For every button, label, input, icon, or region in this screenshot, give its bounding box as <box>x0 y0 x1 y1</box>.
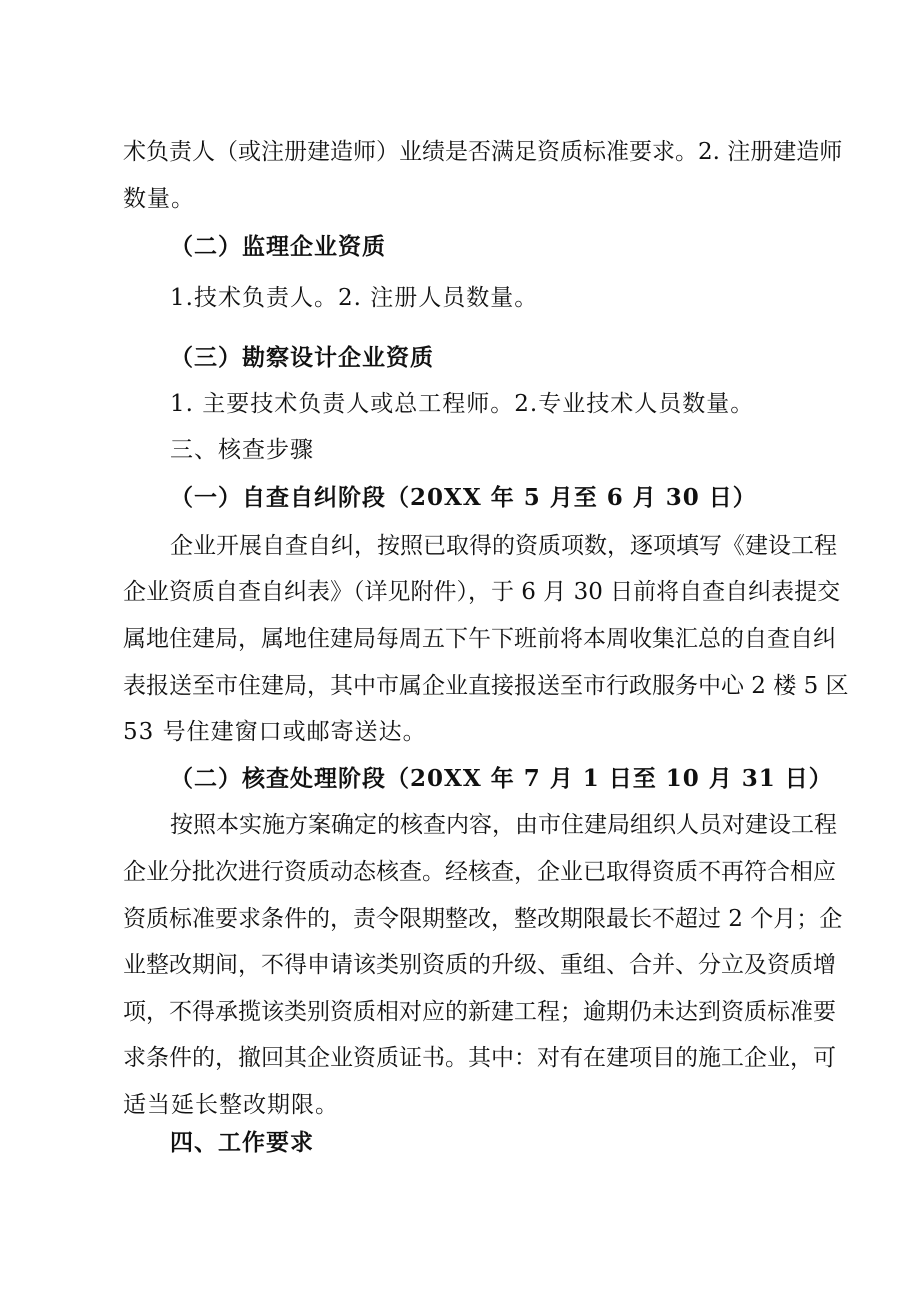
body-text-line: 求条件的，撤回其企业资质证书。其中：对有在建项目的施工企业，可 <box>123 1045 836 1071</box>
body-text-line: 项，不得承揽该类别资质相对应的新建工程；逾期仍未达到资质标准要 <box>123 999 836 1025</box>
section-heading-self-check: （一）自查自纠阶段（20XX 年 5 月至 6 月 30 日） <box>170 484 757 511</box>
body-text-line: 企业分批次进行资质动态核查。经核查，企业已取得资质不再符合相应 <box>123 859 836 885</box>
body-text-line: 资质标准要求条件的，责令限期整改，整改期限最长不超过 2 个月；企 <box>123 906 843 932</box>
body-text-line: 53 号住建窗口或邮寄送达。 <box>123 719 427 745</box>
section-heading-supervision: （二）监理企业资质 <box>170 233 386 260</box>
body-text-line: 按照本实施方案确定的核查内容，由市住建局组织人员对建设工程 <box>170 812 837 838</box>
section-heading-survey-design: （三）勘察设计企业资质 <box>170 344 434 371</box>
body-text-line: 属地住建局，属地住建局每周五下午下班前将本周收集汇总的自查自纠 <box>123 626 836 652</box>
body-text-line: 1. 主要技术负责人或总工程师。2.专业技术人员数量。 <box>170 391 755 417</box>
body-text-line: 表报送至市住建局，其中市属企业直接报送至市行政服务中心 2 楼 5 区 <box>123 673 849 699</box>
body-text-line: 企业资质自查自纠表》（详见附件），于 6 月 30 日前将自查自纠表提交 <box>123 579 841 605</box>
body-text-line: 1.技术负责人。2. 注册人员数量。 <box>170 285 539 311</box>
body-text-line: 适当延长整改期限。 <box>123 1092 339 1118</box>
body-text-line: 术负责人（或注册建造师）业绩是否满足资质标准要求。2. 注册建造师 <box>123 139 843 165</box>
section-heading-work-requirements: 四、工作要求 <box>170 1129 314 1156</box>
section-heading-check-steps: 三、核查步骤 <box>170 437 314 463</box>
body-text-line: 业整改期间，不得申请该类别资质的升级、重组、合并、分立及资质增 <box>123 952 836 978</box>
section-heading-check-processing: （二）核查处理阶段（20XX 年 7 月 1 日至 10 月 31 日） <box>170 765 833 792</box>
body-text-line: 企业开展自查自纠，按照已取得的资质项数，逐项填写《建设工程 <box>170 533 837 559</box>
body-text-line: 数量。 <box>123 186 195 212</box>
